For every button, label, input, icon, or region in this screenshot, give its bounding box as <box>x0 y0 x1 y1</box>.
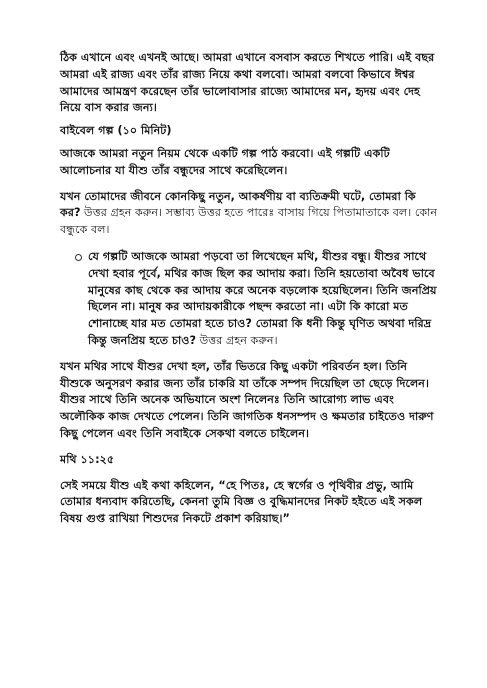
scripture-reference: মথি ১১:২৫ <box>60 452 115 466</box>
circle-bullet-icon <box>75 254 82 261</box>
verse-paragraph: সেই সময়ে যীশু এই কথা কহিলেন, “হে পিতঃ, হে স্বর্গের ও পৃথিবীর প্রভু, আমি তোমার ধন্যবাদ করিতেছি, কেননা তুমি বিজ্ঞ ও বুদ্ধিমানদের নিকট হইতে এই সকল বিষয় গুপ্ত রাখিয়া শিশুদের নিকটে প্রকাশ করিয়াছ।” <box>60 478 423 526</box>
answer-hint-text: উত্তর গ্রহন করুন। সম্ভাব্য উত্তর হতে পারেঃ বাসায় গিয়ে পিতামাতাকে বল। কোন বন্ধুকে বল। <box>60 206 438 237</box>
section-heading: বাইবেল গল্প (১০ মিনিট) <box>60 124 172 138</box>
matthew-paragraph: যখন মথির সাথে যীশুর দেখা হল, তাঁর ভিতরে কিছু একটা পরিবর্তন হল। তিনি যীশুকে অনুসরণ করার জন্য তাঁর চাকরি যা তাঁকে সম্পদ দিয়েছিল তা ছেড়ে দিলেন। যীশুর সাথে তিনি অনেক অভিযানে অংশ নিলেনঃ তিনি আরোগ্য লাভ এবং অলৌকিক কাজ দেখতে পেলেন। তিনি জাগতিক ধনসম্পদ ও ক্ষমতার চাইতেও দারুণ কিছু পেলেন এবং তিনি সবাইকে সেকথা বলতে চাইলেন। <box>60 359 434 440</box>
question-paragraph <box>60 189 440 239</box>
story-intro-paragraph: আজকে আমরা নতুন নিয়ম থেকে একটি গল্প পাঠ করবো। এই গল্পটি একটি আলোচনার যা যীশু তাঁর বন্ধুদের সাথে করেছিলেন। <box>60 146 390 177</box>
document-page <box>60 50 440 528</box>
question-text: যখন তোমাদের জীবনে কোনকিছু নতুন, আকর্ষণীয় বা ব্যতিক্রমী ঘটে, তোমরা কি কর? <box>60 189 416 220</box>
list-item <box>60 249 440 350</box>
bullet-marker <box>60 249 88 350</box>
intro-paragraph: ঠিক এখানে এবং এখনই আছে। আমরা এখানে বসবাস করতে শিখতে পারি। এই বছর আমরা এই রাজ্য এবং তাঁর রাজ্য নিয়ে কথা বলবো। আমরা বলবো কিভাবে ঈশ্বর আমাদের আমন্ত্রণ করেছেন তাঁর ভালোবাসার রাজ্যে আমাদের মন, হৃদয় এবং দেহ নিয়ে বাস করার জন্য। <box>60 51 435 115</box>
bullet-hint-text: উত্তর গ্রহন করুন। <box>196 333 278 347</box>
bullet-paragraph <box>88 249 440 350</box>
bullet-text: যে গল্পটি আজকে আমরা পড়বো তা লিখেছেন মথি, যীশুর বন্ধু। যীশুর সাথে দেখা হবার পূর্বে, মথির কাজ ছিল কর আদায় করা। তিনি হয়তোবা অবৈধ ভাবে মানুষের কাছ থেকে কর আদায় করে অনেক বড়লোক হয়েছিলেন। তিনি জনপ্রিয় ছিলেন না। মানুষ কর আদায়কারীকে পছন্দ করতো না। এটা কি কারো মত শোনাচ্ছে যার মত তোমরা হতে চাও? তোমরা কি ধনী কিন্তু ঘৃণিত অথবা দরিদ্র কিন্তু জনপ্রিয় হতে চাও? <box>88 249 437 347</box>
